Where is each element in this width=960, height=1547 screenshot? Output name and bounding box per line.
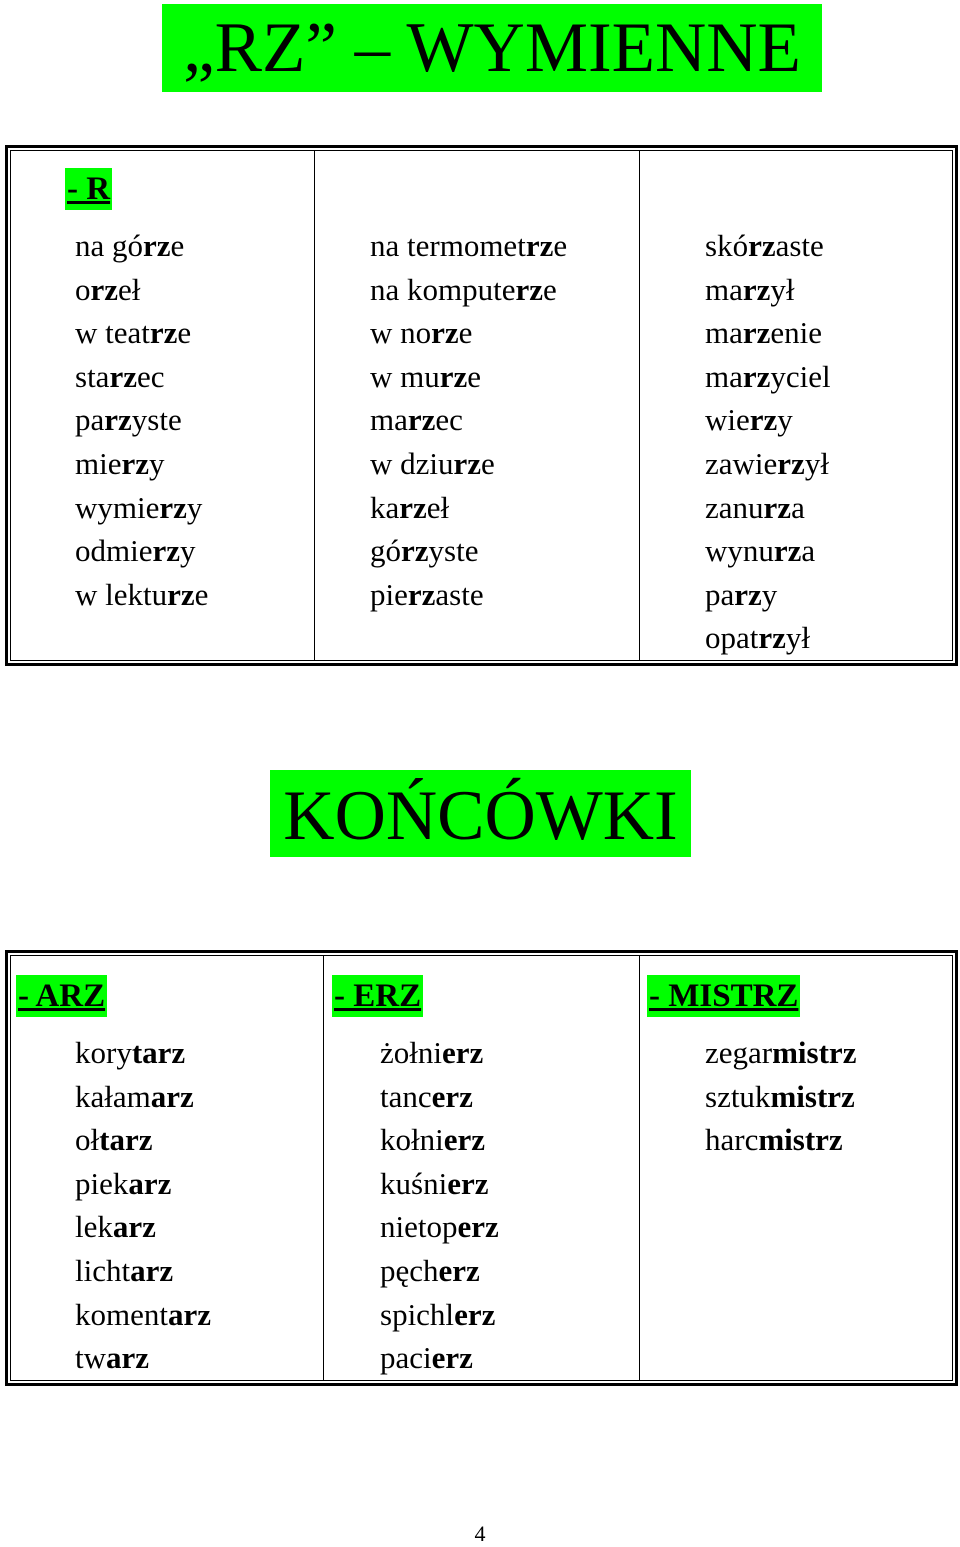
endings-table xyxy=(5,950,958,1386)
word-item: lekarz xyxy=(75,1209,156,1245)
word-item: żołnierz xyxy=(380,1035,484,1070)
word-item: skórzaste xyxy=(705,228,824,263)
word-item: kuśnierz xyxy=(380,1165,489,1201)
word-item: korytarz xyxy=(75,1035,186,1070)
word-column-erz xyxy=(380,1031,499,1380)
word-item: na komputerze xyxy=(370,271,557,307)
word-item: sztukmistrz xyxy=(705,1078,855,1114)
word-item: w murze xyxy=(370,358,482,394)
word-item: w norze xyxy=(370,315,473,351)
word-item: marzenie xyxy=(705,315,823,351)
column-divider xyxy=(323,955,324,1381)
word-item: wynurza xyxy=(705,533,816,569)
word-item: w dziurze xyxy=(370,445,495,481)
word-item: górzyste xyxy=(370,533,479,569)
endings-title: KOŃCÓWKI xyxy=(270,770,691,857)
word-item: wierzy xyxy=(705,402,793,438)
page-title: „RZ” – WYMIENNE xyxy=(162,4,822,92)
word-item: harcmistrz xyxy=(705,1122,843,1158)
word-item: parzyste xyxy=(75,402,182,438)
word-item: ołtarz xyxy=(75,1122,153,1158)
wymienne-table xyxy=(5,145,958,666)
column-divider xyxy=(639,955,640,1381)
word-item: kałamarz xyxy=(75,1078,194,1114)
section-header-mistrz: - MISTRZ xyxy=(647,975,800,1017)
section-header-r: - R xyxy=(65,168,112,210)
word-item: parzy xyxy=(705,576,778,612)
word-item: pęcherz xyxy=(380,1252,480,1288)
word-item: odmierzy xyxy=(75,533,196,569)
word-item: starzec xyxy=(75,358,165,394)
word-item: na termometrze xyxy=(370,228,568,263)
section-header-arz: - ARZ xyxy=(16,975,107,1017)
word-item: w teatrze xyxy=(75,315,192,351)
word-item: w lekturze xyxy=(75,576,209,612)
column-divider xyxy=(639,150,640,661)
word-item: opatrzył xyxy=(705,620,811,656)
column-divider xyxy=(314,150,315,661)
word-item: marzyciel xyxy=(705,358,831,394)
word-item: pierzaste xyxy=(370,576,484,612)
word-item: karzeł xyxy=(370,489,450,525)
word-item: piekarz xyxy=(75,1165,172,1201)
word-item: spichlerz xyxy=(380,1296,496,1332)
word-column-1 xyxy=(75,224,208,616)
word-column-arz xyxy=(75,1031,211,1380)
word-item: zegarmistrz xyxy=(705,1035,857,1070)
word-item: nietoperz xyxy=(380,1209,499,1245)
section-header-erz: - ERZ xyxy=(332,975,423,1017)
word-item: marzył xyxy=(705,271,795,307)
word-item: zawierzył xyxy=(705,445,829,481)
page-number: 4 xyxy=(474,1521,486,1546)
word-column-2 xyxy=(370,224,567,616)
word-item: kołnierz xyxy=(380,1122,486,1158)
word-item: twarz xyxy=(75,1340,150,1376)
word-column-mistrz xyxy=(705,1031,856,1162)
word-item: lichtarz xyxy=(75,1252,174,1288)
word-item: orzeł xyxy=(75,271,141,307)
word-item: na górze xyxy=(75,228,185,263)
word-column-3 xyxy=(705,224,831,660)
word-item: pacierz xyxy=(380,1340,473,1376)
word-item: marzec xyxy=(370,402,463,438)
word-item: mierzy xyxy=(75,445,165,481)
word-item: tancerz xyxy=(380,1078,473,1114)
word-item: zanurza xyxy=(705,489,805,525)
word-item: wymierzy xyxy=(75,489,203,525)
word-item: komentarz xyxy=(75,1296,212,1332)
